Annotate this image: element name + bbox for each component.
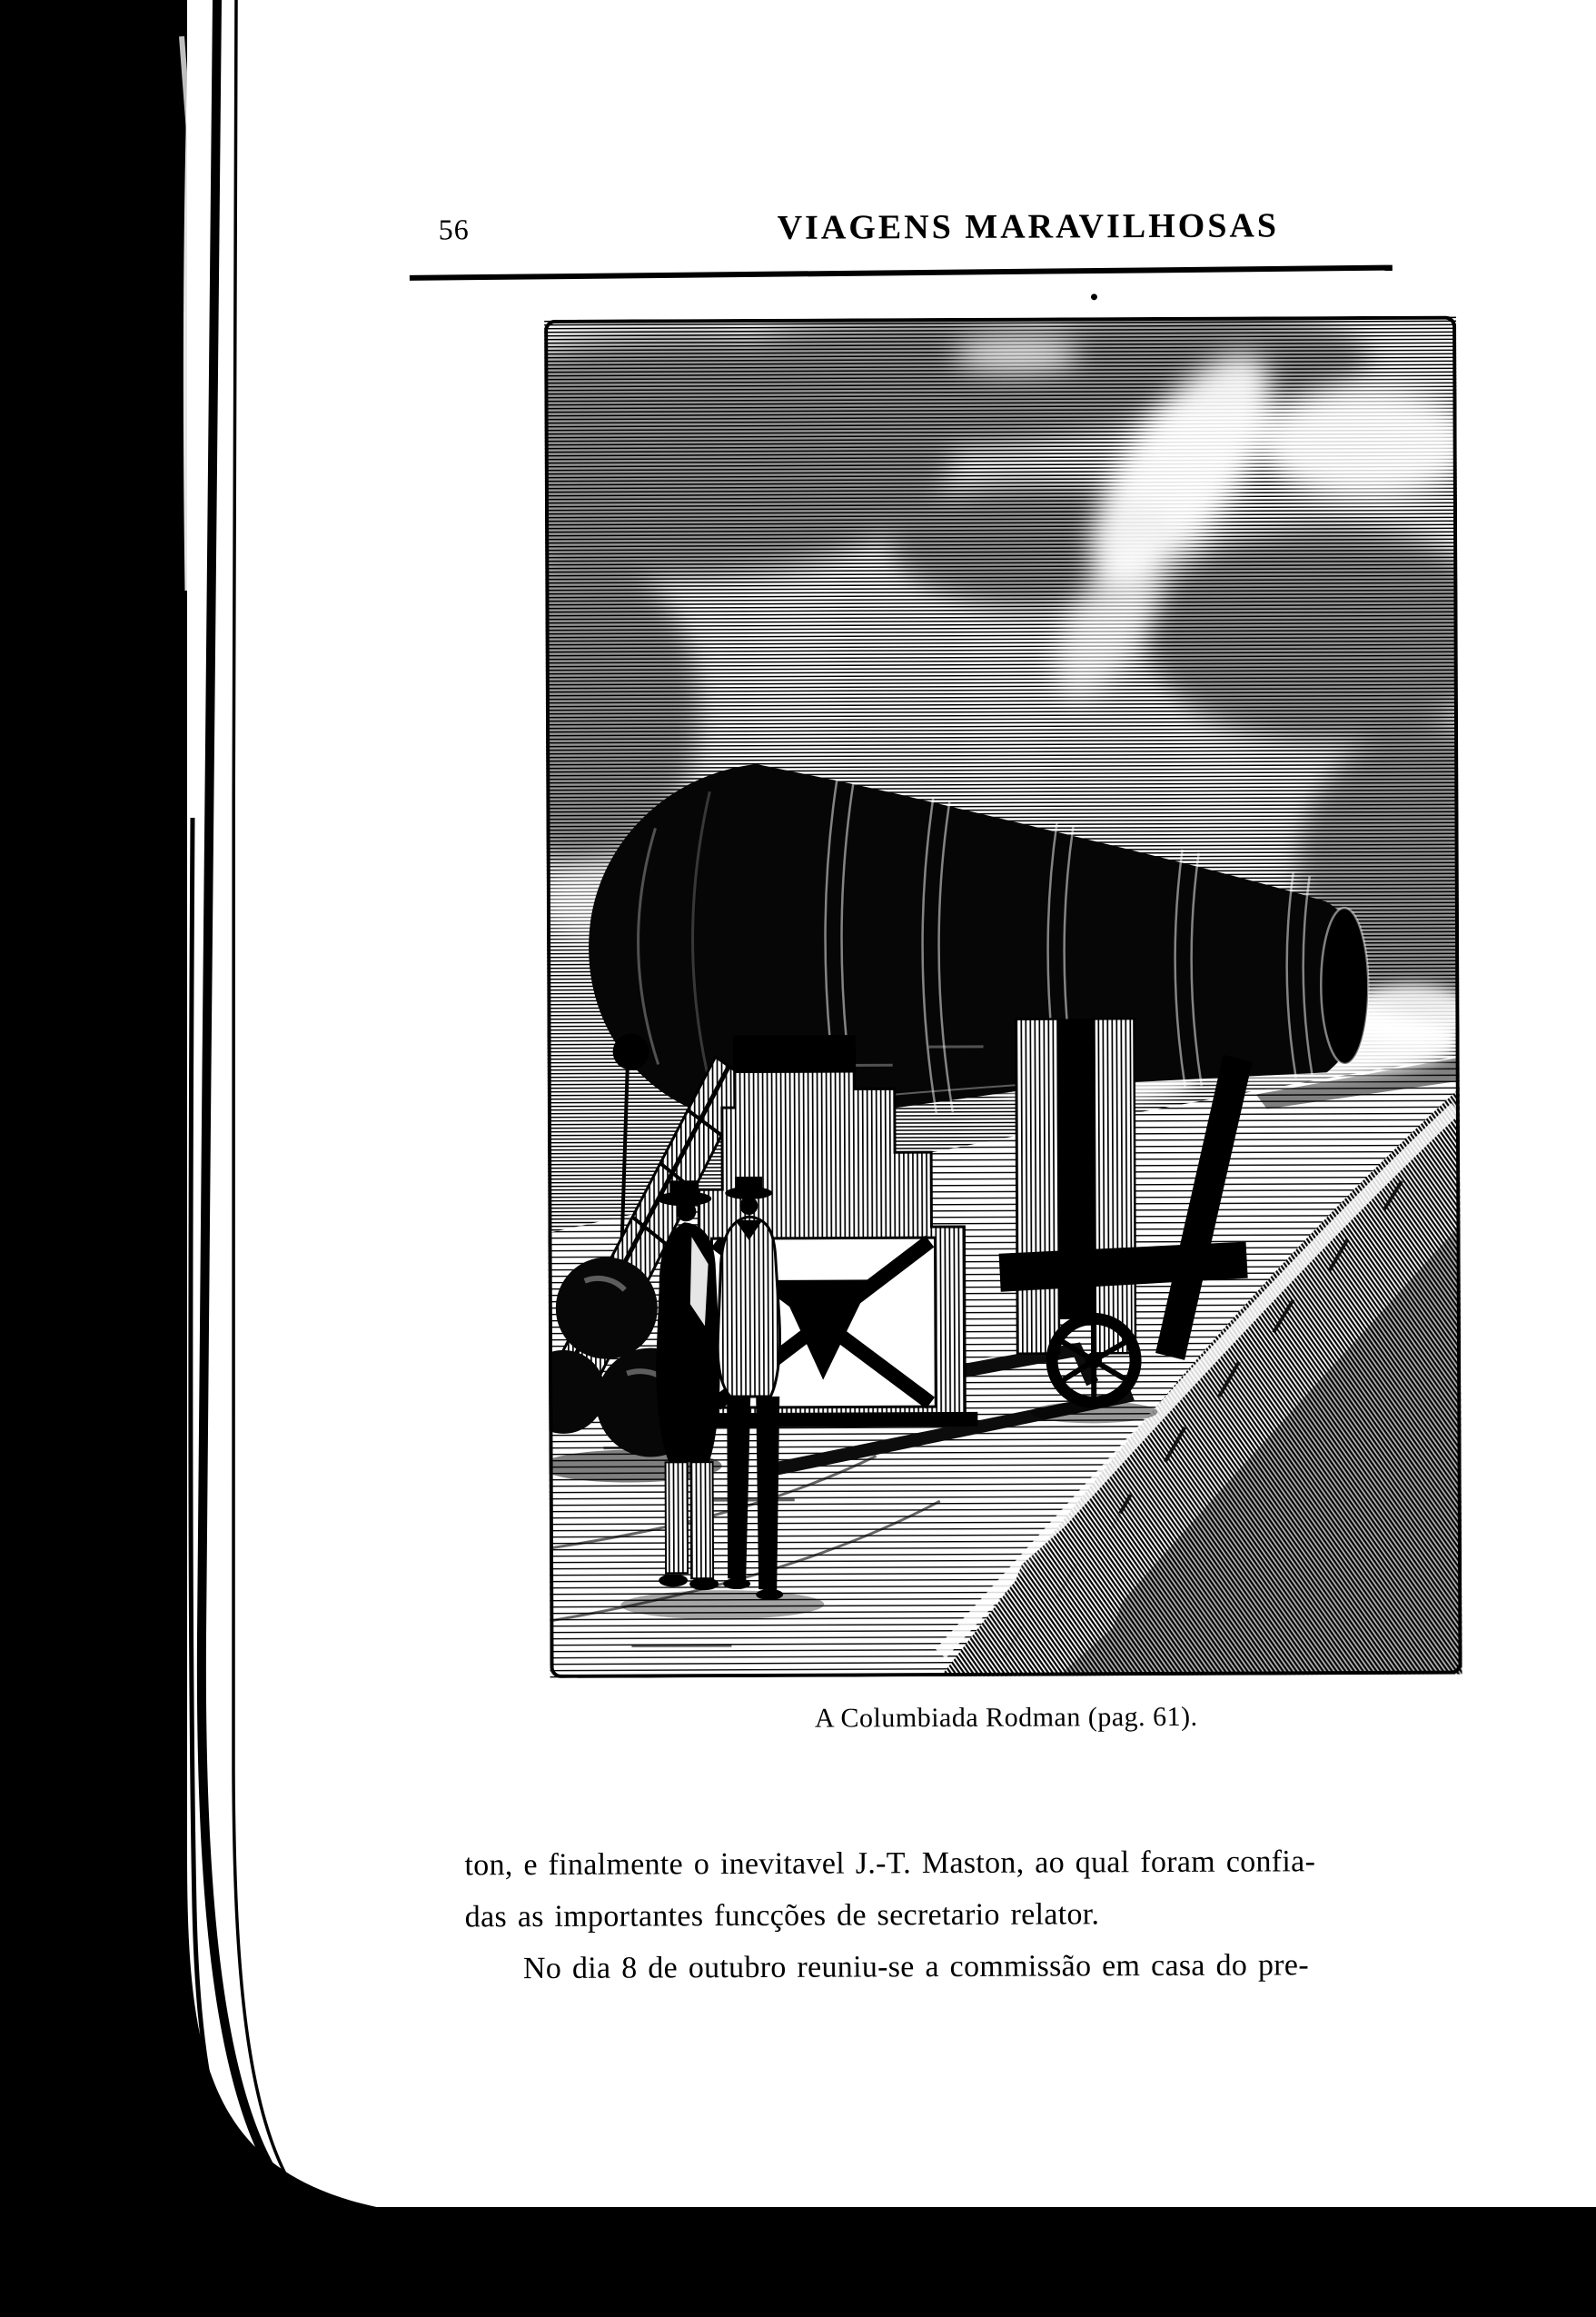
engraving-caption: A Columbiada Rodman (pag. 61). <box>814 1701 1198 1734</box>
header-rule <box>410 265 1393 281</box>
binding-gutter-shadow <box>0 0 187 2317</box>
body-paragraph <box>464 1835 1428 1995</box>
rodman-columbiad-engraving <box>544 316 1462 1678</box>
body-line-3: No dia 8 de outubro reuniu-se a commissão em casa do pre- <box>522 1948 1309 1986</box>
scan-bottom-band <box>0 2207 1596 2317</box>
body-line-2: das as importantes funcções de secretario relator. <box>464 1897 1100 1934</box>
page-number: 56 <box>438 213 470 246</box>
running-header-title: VIAGENS MARAVILHOSAS <box>777 206 1280 247</box>
body-line-1: ton, e finalmente o inevitavel J.-T. Maston, ao qual foram confia- <box>464 1845 1316 1883</box>
ink-speck <box>1091 293 1097 300</box>
